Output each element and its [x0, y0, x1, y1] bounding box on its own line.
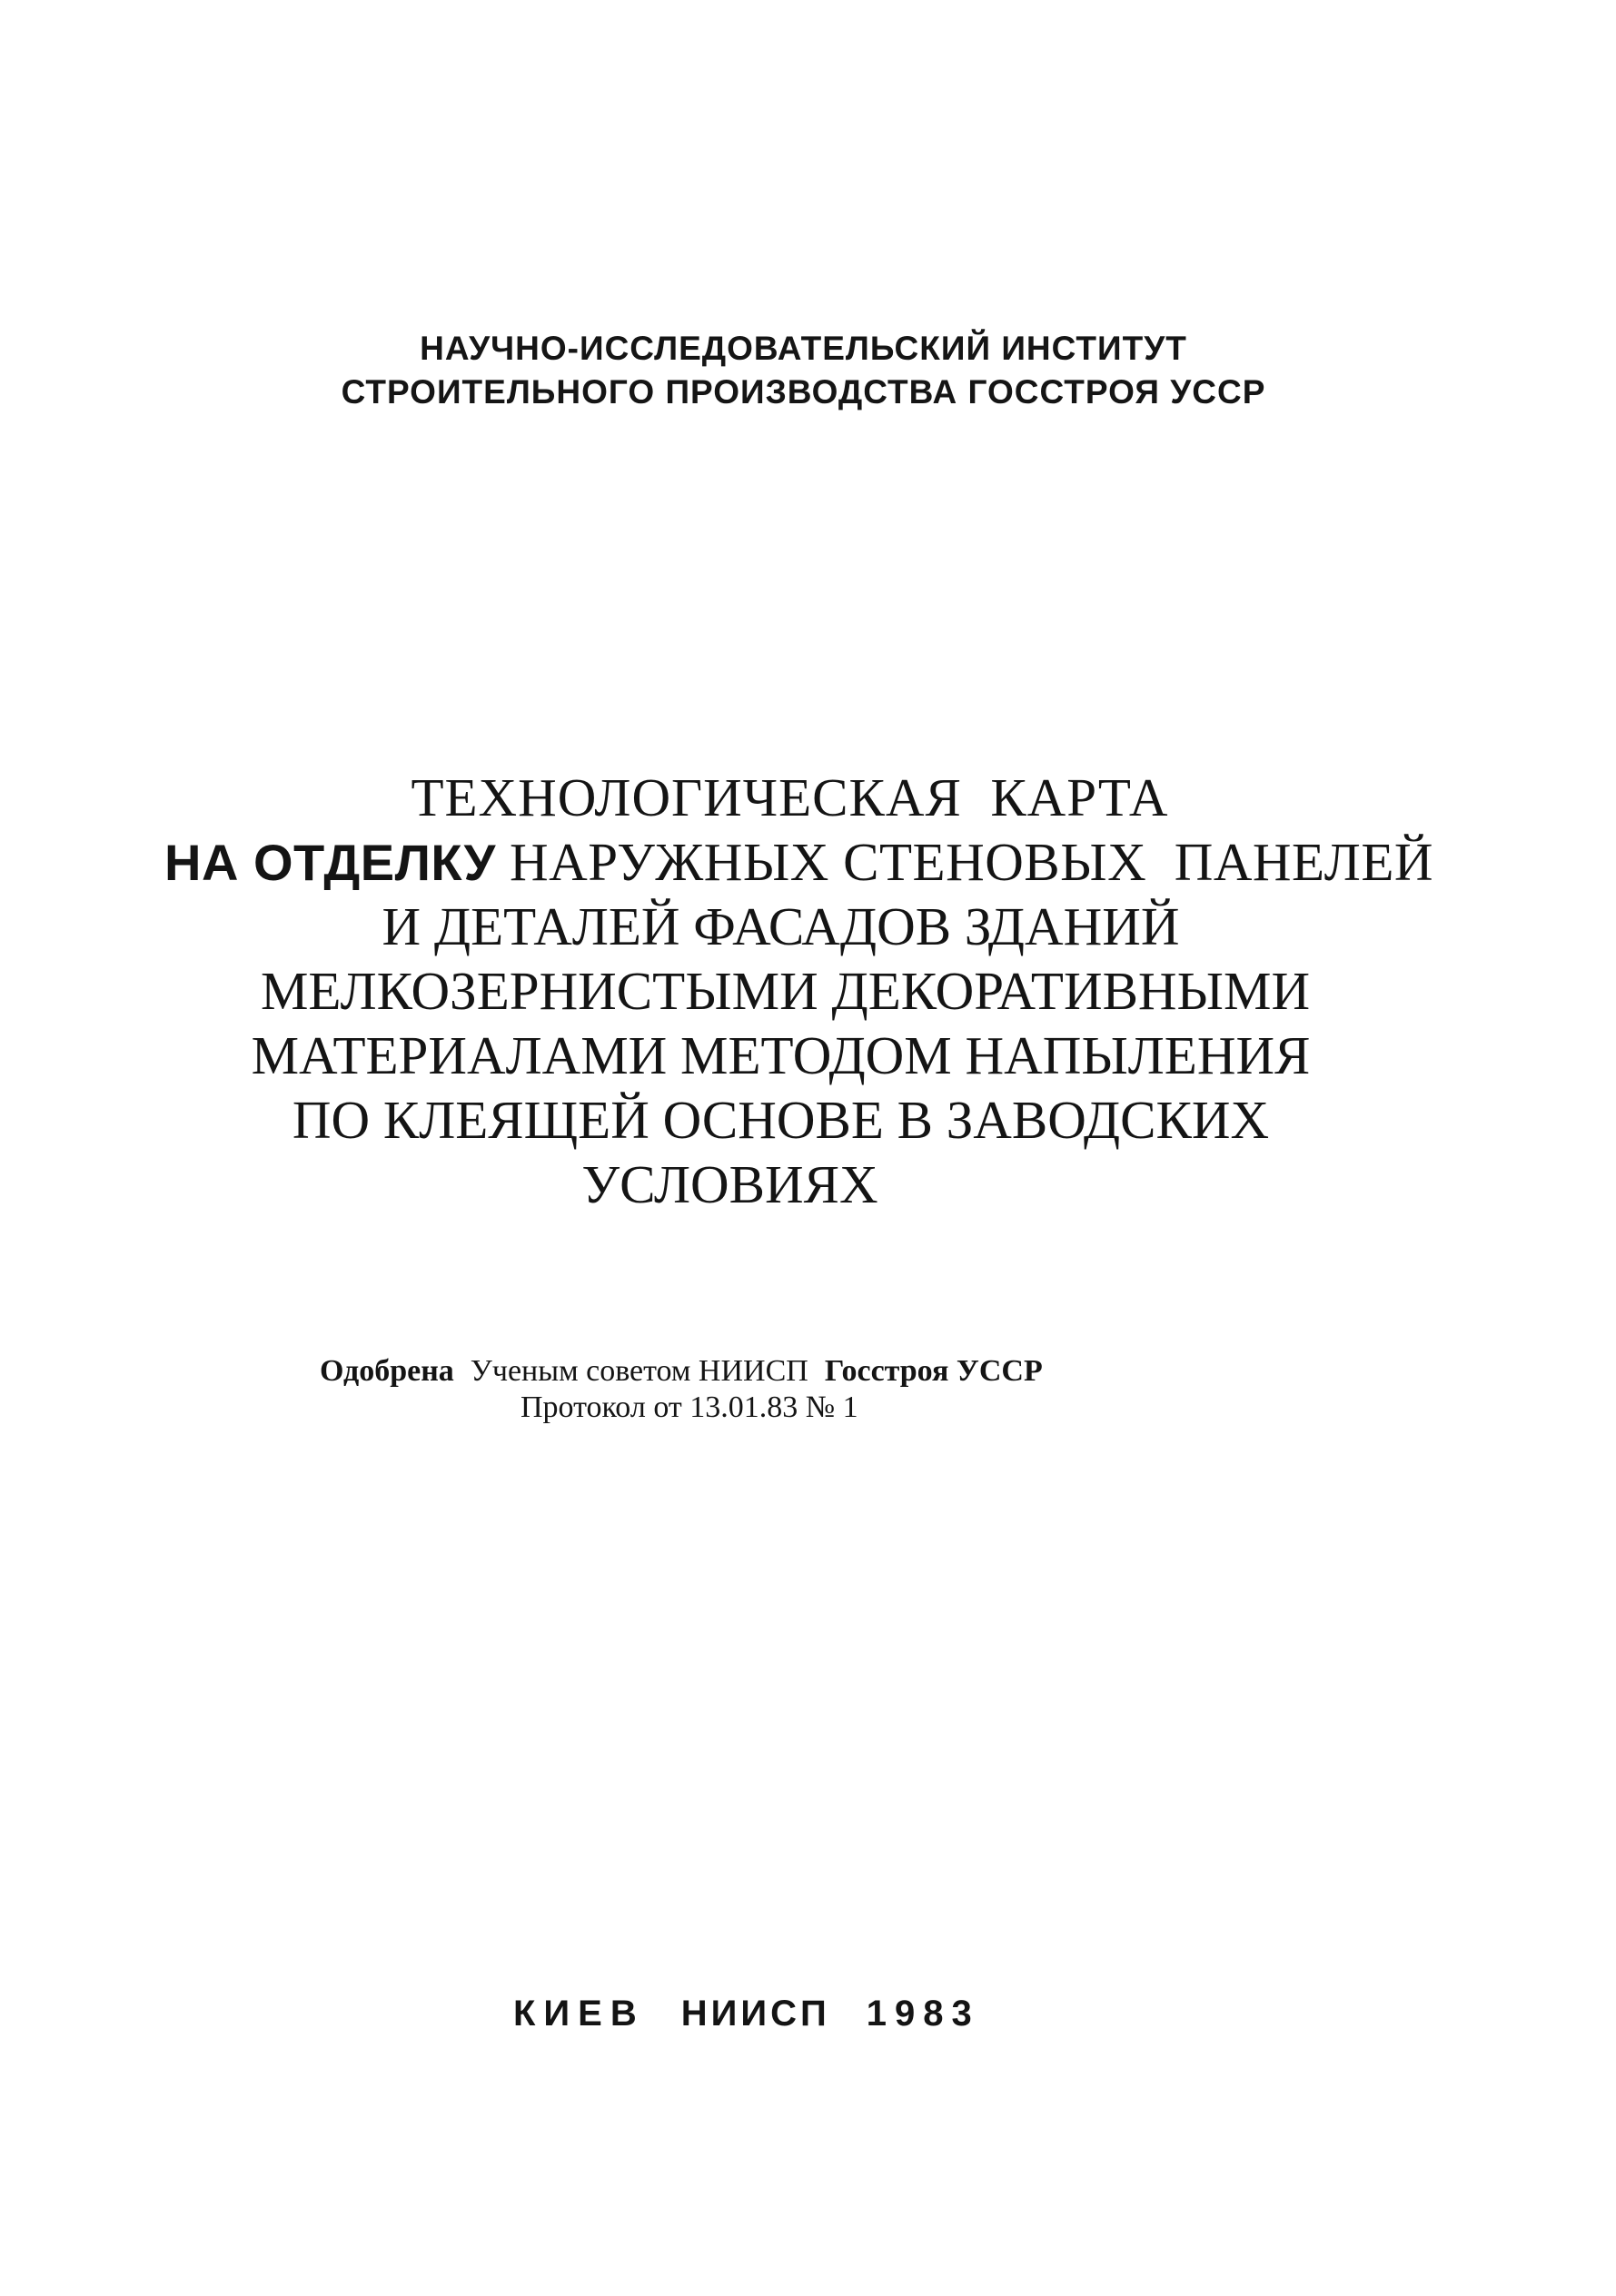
title-line-2-bold: НА ОТДЕЛКУ — [164, 834, 496, 891]
approval-line-1 — [320, 1353, 1319, 1390]
title-line-4: МЕЛКОЗЕРНИСТЫМИ ДЕКОРАТИВНЫМИ — [260, 961, 1311, 1021]
imprint-year: 1983 — [866, 1994, 980, 2034]
title-line-3: И ДЕТАЛЕЙ ФАСАДОВ ЗДАНИЙ — [382, 896, 1180, 956]
imprint-city: КИЕВ — [513, 1994, 645, 2034]
institute-header — [0, 327, 1616, 414]
title-line-2-rest: НАРУЖНЫХ СТЕНОВЫХ ПАНЕЛЕЙ — [495, 832, 1433, 892]
imprint — [513, 1994, 980, 2034]
title-line-7: УСЛОВИЯХ — [581, 1154, 878, 1214]
document-title — [0, 766, 1616, 1217]
protocol-line: Протокол от 13.01.83 № 1 — [520, 1390, 858, 1424]
institute-name-line-2: СТРОИТЕЛЬНОГО ПРОИЗВОДСТВА ГОССТРОЯ УССР — [341, 373, 1266, 411]
approved-label: Одобрена — [320, 1354, 454, 1388]
title-line-1: ТЕХНОЛОГИЧЕСКАЯ КАРТА — [411, 767, 1169, 827]
title-line-2 — [0, 830, 1616, 895]
title-line-6: ПО КЛЕЯЩЕЙ ОСНОВЕ В ЗАВОДСКИХ — [292, 1090, 1270, 1150]
approving-council: Ученым советом НИИСП — [470, 1354, 808, 1388]
title-line-5: МАТЕРИАЛАМИ МЕТОДОМ НАПЫЛЕНИЯ — [251, 1025, 1311, 1085]
approving-body: Госстроя УССР — [824, 1354, 1043, 1388]
imprint-publisher: НИИСП — [680, 1994, 830, 2034]
institute-name-line-1: НАУЧНО-ИССЛЕДОВАТЕЛЬСКИЙ ИНСТИТУТ — [420, 330, 1187, 367]
approval-note — [320, 1353, 1319, 1426]
